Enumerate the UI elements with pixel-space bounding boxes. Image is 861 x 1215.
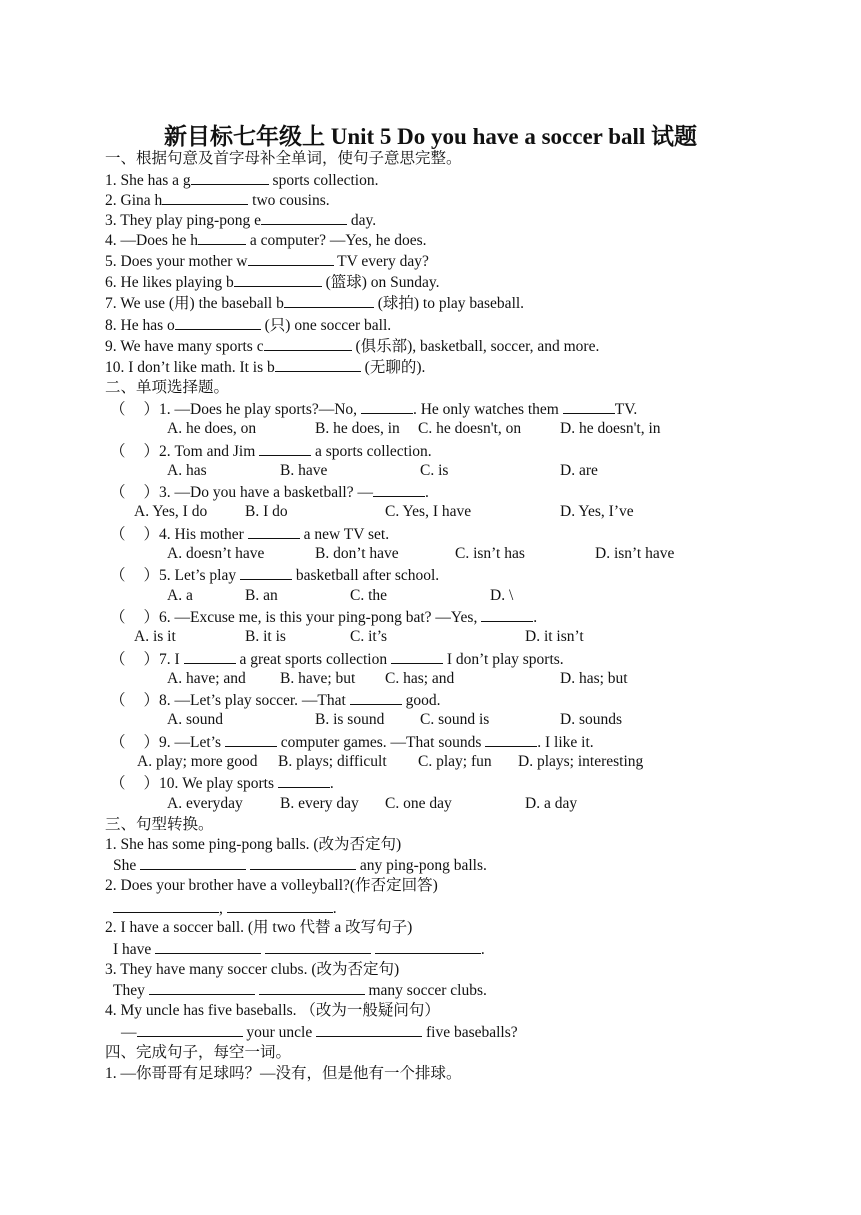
answer-blank[interactable]	[198, 230, 246, 245]
transform-prompt-1: 1. She has some ping-pong balls. (改为否定句)	[105, 836, 402, 853]
answer-blank[interactable]	[248, 251, 334, 266]
mc-option[interactable]: C. sound is	[420, 711, 490, 728]
mc-option[interactable]: A. have; and	[167, 670, 246, 687]
mc-option[interactable]: A. has	[167, 462, 207, 479]
mc-question-3: （ ）3. —Do you have a basketball? — .	[110, 484, 429, 501]
transform-answer-2: , .	[113, 898, 337, 919]
mc-option[interactable]: A. a	[167, 587, 193, 604]
answer-blank[interactable]	[113, 898, 219, 913]
answer-blank[interactable]	[259, 980, 365, 995]
mc-option[interactable]: C. Yes, I have	[385, 503, 472, 520]
answer-blank[interactable]	[250, 855, 356, 870]
complete-prompt-1: 1. —你哥哥有足球吗？—没有，但是他有一个排球。	[105, 1065, 462, 1082]
transform-answer-5: — your uncle five baseballs?	[121, 1024, 518, 1041]
fill-item-5: 5. Does your mother w TV every day?	[105, 253, 429, 270]
mc-option[interactable]: B. every day	[280, 795, 359, 812]
answer-blank[interactable]	[227, 898, 333, 913]
transform-answer-4: They many soccer clubs.	[113, 982, 487, 999]
answer-blank[interactable]	[275, 357, 361, 372]
fill-item-7: 7. We use (用) the baseball b (球拍) to play baseball.	[105, 295, 525, 312]
mc-option[interactable]: A. everyday	[167, 795, 243, 812]
mc-question-8: （ ）8. —Let’s play soccer. —That good.	[110, 692, 441, 709]
mc-option[interactable]: D. it isn’t	[525, 628, 584, 645]
fill-item-8: 8. He has o (只) one soccer ball.	[105, 317, 392, 334]
mc-option[interactable]: B. don’t have	[315, 545, 399, 562]
transform-answer-3: I have .	[113, 941, 485, 958]
mc-option[interactable]: B. an	[245, 587, 278, 604]
mc-option[interactable]: D. \	[490, 587, 514, 604]
mc-option[interactable]: B. he does, in	[315, 420, 400, 437]
transform-prompt-2: 2. Does your brother have a volleyball?(作否定回答)	[105, 877, 438, 894]
mc-option[interactable]: D. are	[560, 462, 598, 479]
answer-blank[interactable]	[175, 315, 261, 330]
fill-item-10: 10. I don’t like math. It is b (无聊的).	[105, 359, 426, 376]
answer-blank[interactable]	[485, 732, 537, 747]
answer-blank[interactable]	[234, 272, 322, 287]
mc-option[interactable]: C. is	[420, 462, 449, 479]
mc-option[interactable]: D. a day	[525, 795, 578, 812]
answer-blank[interactable]	[155, 939, 261, 954]
mc-option[interactable]: B. have	[280, 462, 328, 479]
mc-option[interactable]: A. sound	[167, 711, 223, 728]
transform-answer-1: She any ping-pong balls.	[113, 857, 487, 874]
answer-blank[interactable]	[137, 1022, 243, 1037]
fill-item-9: 9. We have many sports c (俱乐部), basketball, soccer, and more.	[105, 338, 600, 355]
answer-blank[interactable]	[316, 1022, 422, 1037]
answer-blank[interactable]	[184, 649, 236, 664]
mc-question-4: （ ）4. His mother a new TV set.	[110, 526, 390, 543]
mc-question-10: （ ）10. We play sports .	[110, 775, 334, 792]
mc-option[interactable]: D. Yes, I’ve	[560, 503, 634, 520]
answer-blank[interactable]	[391, 649, 443, 664]
answer-blank[interactable]	[361, 399, 413, 414]
answer-blank[interactable]	[191, 170, 269, 185]
mc-option[interactable]: A. is it	[134, 628, 176, 645]
mc-option[interactable]: D. isn’t have	[595, 545, 675, 562]
answer-blank[interactable]	[149, 980, 255, 995]
fill-item-4: 4. —Does he h a computer? —Yes, he does.	[105, 232, 427, 249]
answer-blank[interactable]	[265, 939, 371, 954]
worksheet-title: 新目标七年级上 Unit 5 Do you have a soccer ball 试题	[163, 124, 698, 149]
mc-option[interactable]: C. has; and	[385, 670, 455, 687]
answer-blank[interactable]	[240, 565, 292, 580]
mc-option[interactable]: B. it is	[245, 628, 286, 645]
answer-blank[interactable]	[284, 293, 374, 308]
mc-option[interactable]: C. he doesn't, on	[418, 420, 522, 437]
mc-option[interactable]: B. is sound	[315, 711, 385, 728]
answer-blank[interactable]	[140, 855, 246, 870]
mc-question-2: （ ）2. Tom and Jim a sports collection.	[110, 443, 432, 460]
mc-option[interactable]: C. it’s	[350, 628, 388, 645]
fill-item-3: 3. They play ping-pong e day.	[105, 212, 377, 229]
mc-option[interactable]: B. have; but	[280, 670, 356, 687]
mc-option[interactable]: A. Yes, I do	[134, 503, 208, 520]
mc-question-5: （ ）5. Let’s play basketball after school.	[110, 567, 440, 584]
section-3-heading: 三、句型转换。	[105, 816, 214, 833]
answer-blank[interactable]	[248, 524, 300, 539]
answer-blank[interactable]	[162, 190, 248, 205]
answer-blank[interactable]	[278, 773, 330, 788]
mc-option[interactable]: D. plays; interesting	[518, 753, 644, 770]
answer-blank[interactable]	[225, 732, 277, 747]
answer-blank[interactable]	[350, 690, 402, 705]
answer-blank[interactable]	[481, 607, 533, 622]
mc-option[interactable]: C. play; fun	[418, 753, 492, 770]
mc-option[interactable]: A. play; more good	[137, 753, 258, 770]
answer-blank[interactable]	[261, 210, 347, 225]
transform-prompt-5: 4. My uncle has five baseballs. （改为一般疑问句）	[105, 1002, 440, 1019]
mc-option[interactable]: D. has; but	[560, 670, 628, 687]
mc-option[interactable]: D. he doesn't, in	[560, 420, 661, 437]
mc-option[interactable]: C. the	[350, 587, 388, 604]
mc-question-1: （ ）1. —Does he play sports?—No, . He only watches them TV.	[110, 401, 638, 418]
mc-option[interactable]: D. sounds	[560, 711, 623, 728]
mc-option[interactable]: A. doesn’t have	[167, 545, 265, 562]
answer-blank[interactable]	[375, 939, 481, 954]
mc-question-6: （ ）6. —Excuse me, is this your ping-pong bat? —Yes, .	[110, 609, 538, 626]
mc-option[interactable]: B. plays; difficult	[278, 753, 387, 770]
transform-prompt-4: 3. They have many soccer clubs. (改为否定句)	[105, 961, 400, 978]
answer-blank[interactable]	[563, 399, 615, 414]
fill-item-2: 2. Gina h two cousins.	[105, 192, 330, 209]
transform-prompt-3: 2. I have a soccer ball. (用 two 代替 a 改写句子)	[105, 919, 413, 936]
section-4-heading: 四、完成句子，每空一词。	[105, 1044, 292, 1061]
mc-option[interactable]: A. he does, on	[167, 420, 257, 437]
fill-item-6: 6. He likes playing b (篮球) on Sunday.	[105, 274, 440, 291]
answer-blank[interactable]	[264, 336, 352, 351]
mc-option[interactable]: C. isn’t has	[455, 545, 525, 562]
answer-blank[interactable]	[373, 482, 425, 497]
mc-question-9: （ ）9. —Let’s computer games. —That sounds . I like it.	[110, 734, 594, 751]
fill-item-1: 1. She has a g sports collection.	[105, 172, 379, 189]
section-1-heading: 一、根据句意及首字母补全单词，使句子意思完整。	[105, 150, 462, 167]
answer-blank[interactable]	[259, 441, 311, 456]
mc-question-7: （ ）7. I a great sports collection I don’t play sports.	[110, 651, 564, 668]
mc-option[interactable]: C. one day	[385, 795, 452, 812]
section-2-heading: 二、单项选择题。	[105, 379, 230, 396]
mc-option[interactable]: B. I do	[245, 503, 288, 520]
